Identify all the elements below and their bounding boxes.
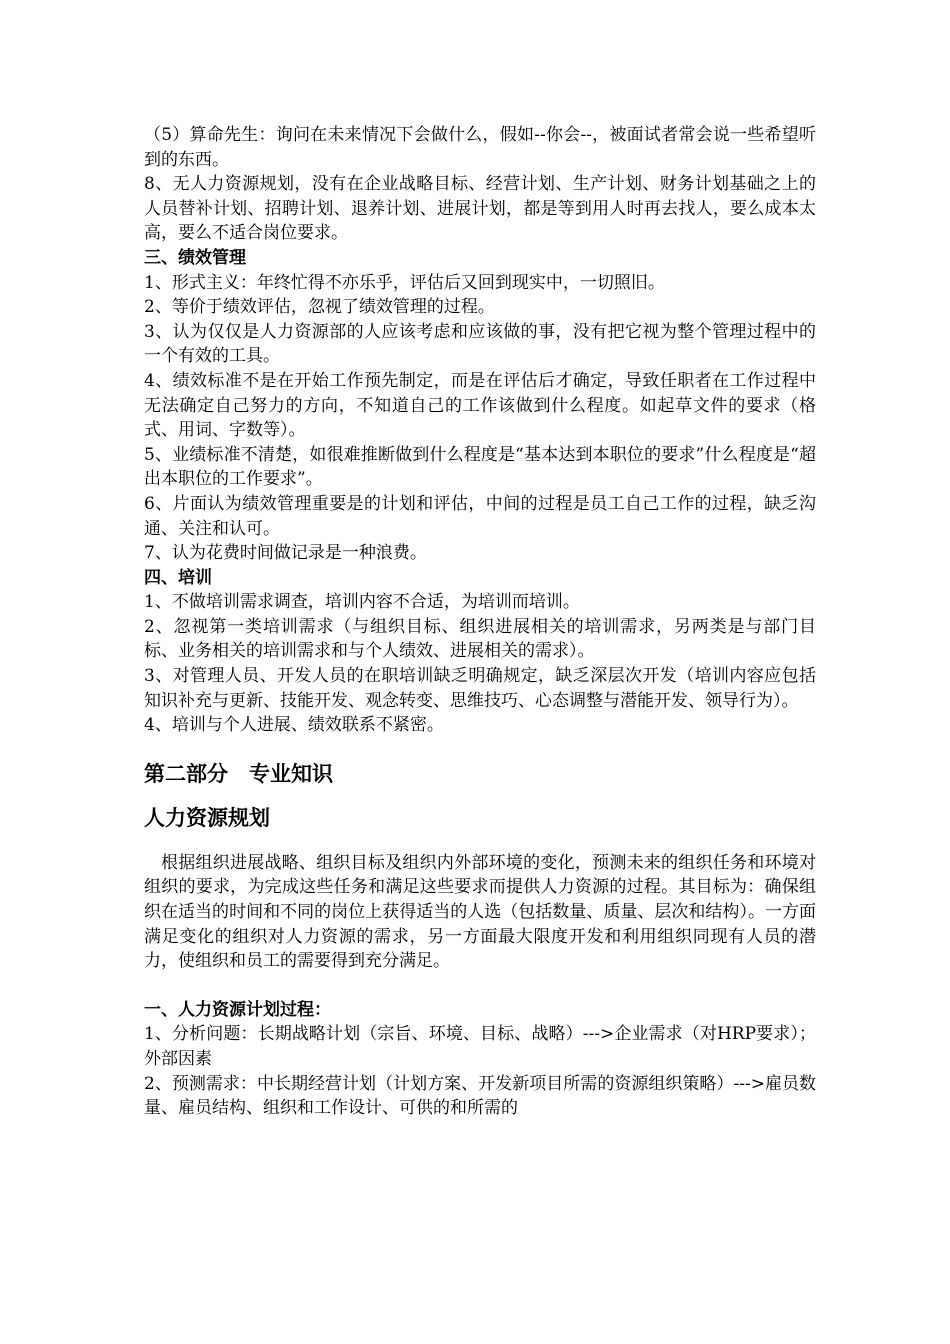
list-item: 6、片面认为绩效管理重要是的计划和评估，中间的过程是员工自己工作的过程，缺乏沟通、关注和认可。: [144, 493, 816, 539]
section-heading-planning-process: 一、人力资源计划过程：: [144, 999, 331, 1020]
paragraph-item-8: 8、无人力资源规划，没有在企业战略目标、经营计划、生产计划、财务计划基础之上的人员替补计划、招聘计划、退养计划、进展计划，都是等到用人时再去找人，要么成本太高，要么不适合岗位要求。: [144, 174, 816, 244]
paragraph-fortune-teller: （5）算命先生：询问在未来情况下会做什么，假如--你会--，被面试者常会说一些希望听到的东西。: [144, 125, 816, 170]
list-item: 2、忽视第一类培训需求（与组织目标、组织进展相关的培训需求，另两类是与部门目标、业务相关的培训需求和与个人绩效、进展相关的需求）。: [144, 616, 816, 662]
list-item: 5、业绩标准不清楚，如很难推断做到什么程度是“基本达到本职位的要求”什么程度是“超出本职位的工作要求”。: [144, 444, 816, 490]
chapter-heading: 人力资源规划: [144, 805, 270, 830]
section-heading-performance: 三、绩效管理: [144, 247, 246, 268]
list-item: 4、培训与个人进展、绩效联系不紧密。: [144, 715, 444, 736]
document-body: [144, 123, 816, 1121]
list-item: 4、绩效标准不是在开始工作预先制定，而是在评估后才确定，导致任职者在工作过程中无法确定自己努力的方向，不知道自己的工作该做到什么程度。如起草文件的要求（格式、用词、字数等）。: [144, 370, 816, 441]
list-item: 3、认为仅仅是人力资源部的人应该考虑和应该做的事，没有把它视为整个管理过程中的一个有效的工具。: [144, 321, 816, 367]
list-item: 1、不做培训需求调查，培训内容不合适，为培训而培训。: [144, 592, 580, 613]
part-heading: 第二部分 专业知识: [144, 761, 333, 786]
list-item: 2、预测需求：中长期经营计划（计划方案、开发新项目所需的资源组织策略）--->雇员数量、雇员结构、组织和工作设计、可供的和所需的: [144, 1073, 816, 1119]
list-item: 3、对管理人员、开发人员的在职培训缺乏明确规定，缺乏深层次开发（培训内容应包括知识补充与更新、技能开发、观念转变、思维技巧、心态调整与潜能开发、领导行为）。: [144, 666, 816, 711]
list-item: 1、分析问题：长期战略计划（宗旨、环境、目标、战略）--->企业需求（对HRP要求）；外部因素: [144, 1024, 816, 1069]
list-item: 1、形式主义：年终忙得不亦乐乎，评估后又回到现实中，一切照旧。: [144, 272, 665, 293]
section-heading-training: 四、培训: [144, 567, 212, 588]
paragraph-hr-planning-definition: 根据组织进展战略、组织目标及组织内外部环境的变化，预测未来的组织任务和环境对组织的要求，为完成这些任务和满足这些要求而提供人力资源的过程。其目标为：确保组织在适当的时间和不同的岗位上获得适当的人选（包括数量、质量、层次和结构）。一方面满足变化的组织对人力资源的需求，另一方面最大限度开发和利用组织同现有人员的潜力，使组织和员工的需要得到充分满足。: [144, 852, 816, 972]
list-item: 2、等价于绩效评估，忽视了绩效管理的过程。: [144, 297, 495, 318]
list-item: 7、认为花费时间做记录是一种浪费。: [144, 543, 427, 564]
